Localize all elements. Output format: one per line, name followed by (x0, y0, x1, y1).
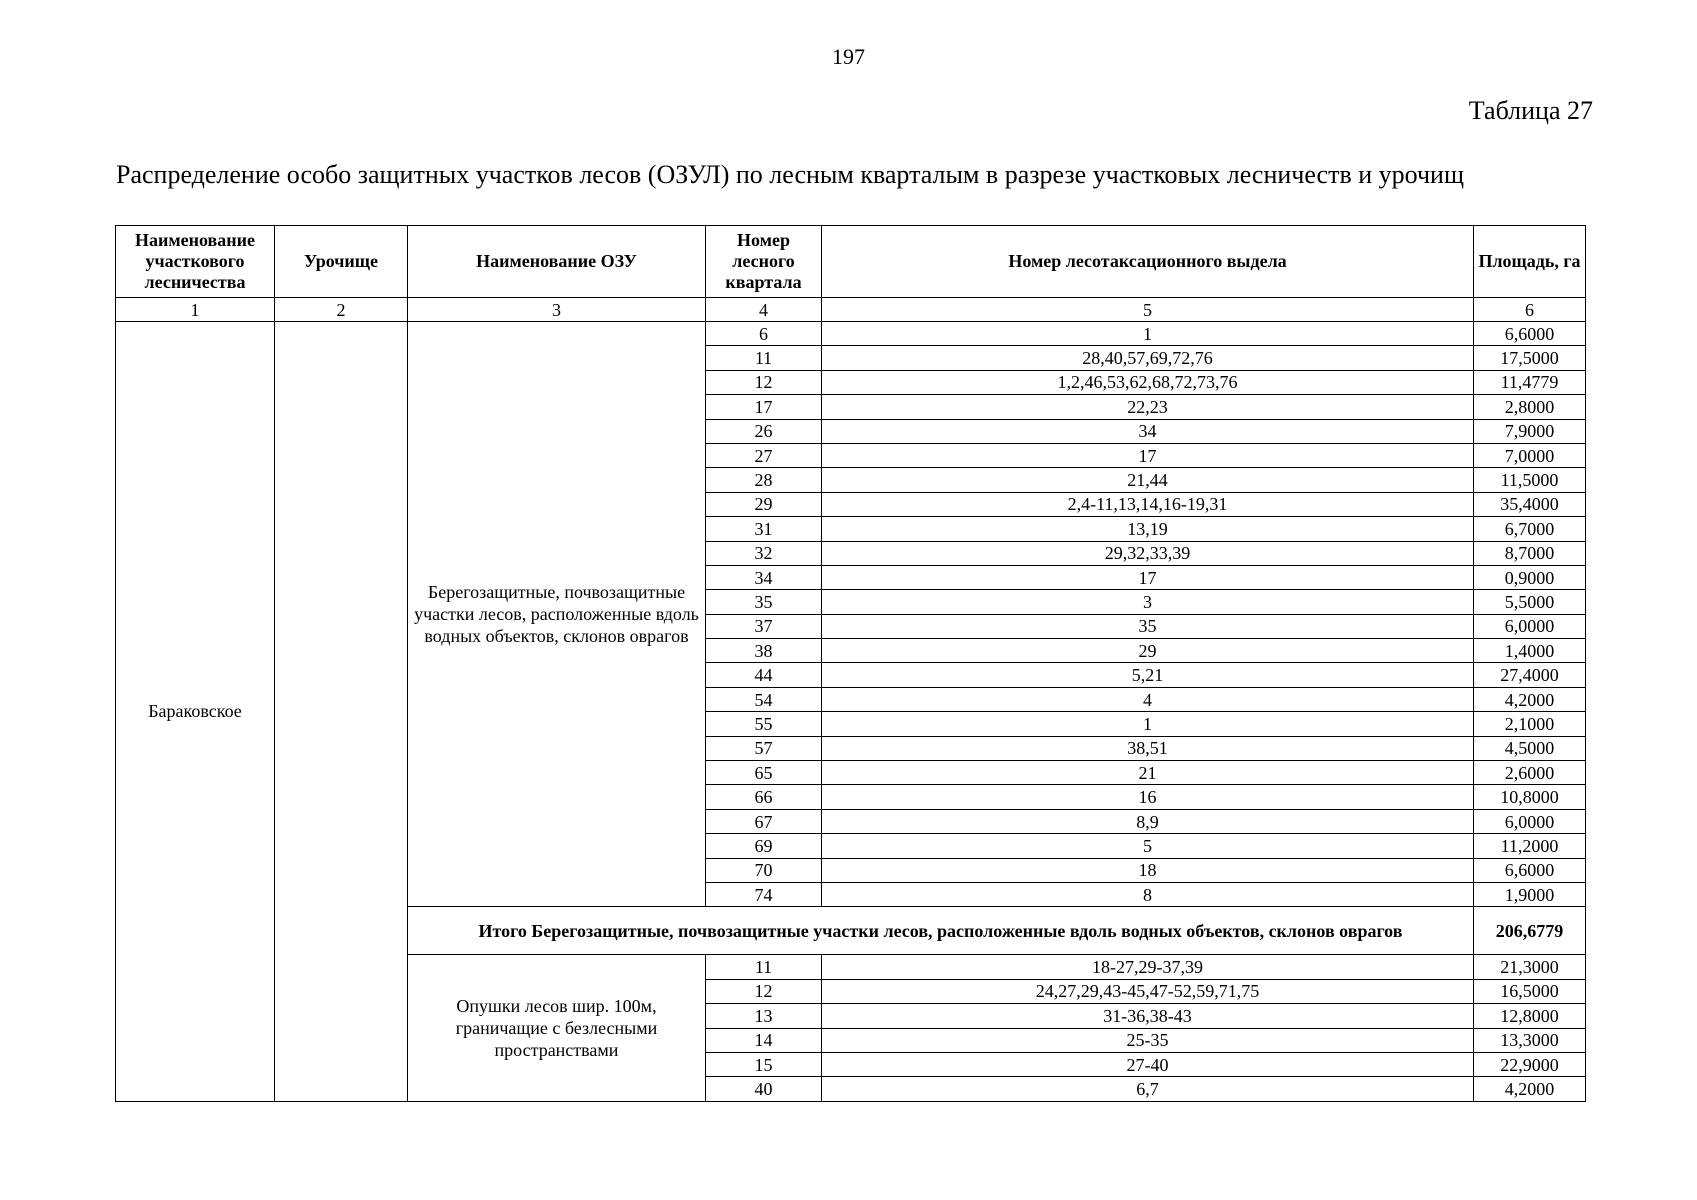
quarter-cell: 65 (706, 761, 822, 785)
area-cell: 11,4779 (1474, 370, 1586, 394)
quarter-cell: 34 (706, 565, 822, 589)
plots-cell: 13,19 (822, 517, 1474, 541)
header-forestry: Наименование участкового лесничества (116, 226, 275, 298)
quarter-cell: 55 (706, 712, 822, 736)
area-cell: 35,4000 (1474, 492, 1586, 516)
plots-cell: 18-27,29-37,39 (822, 955, 1474, 979)
plots-cell: 6,7 (822, 1077, 1474, 1101)
plots-cell: 1,2,46,53,62,68,72,73,76 (822, 370, 1474, 394)
area-cell: 22,9000 (1474, 1052, 1586, 1076)
header-ozu-name: Наименование ОЗУ (408, 226, 706, 298)
plots-cell: 28,40,57,69,72,76 (822, 346, 1474, 370)
quarter-cell: 54 (706, 687, 822, 711)
area-cell: 6,0000 (1474, 809, 1586, 833)
header-plot-numbers: Номер лесотаксационного выдела (822, 226, 1474, 298)
area-cell: 21,3000 (1474, 955, 1586, 979)
column-number: 3 (408, 298, 706, 322)
column-number: 1 (116, 298, 275, 322)
plots-cell: 1 (822, 322, 1474, 346)
quarter-cell: 15 (706, 1052, 822, 1076)
plots-cell: 29 (822, 639, 1474, 663)
plots-cell: 5 (822, 834, 1474, 858)
plots-cell: 3 (822, 590, 1474, 614)
tract-name-cell (275, 322, 408, 1102)
area-cell: 6,0000 (1474, 614, 1586, 638)
header-row (116, 226, 1586, 298)
plots-cell: 25-35 (822, 1028, 1474, 1052)
plots-cell: 16 (822, 785, 1474, 809)
ozu-distribution-table (115, 225, 1586, 1102)
plots-cell: 17 (822, 443, 1474, 467)
quarter-cell: 31 (706, 517, 822, 541)
area-cell: 6,7000 (1474, 517, 1586, 541)
area-cell: 6,6000 (1474, 858, 1586, 882)
forestry-name-cell: Бараковское (116, 322, 275, 1102)
header-tract: Урочище (275, 226, 408, 298)
area-cell: 1,9000 (1474, 882, 1586, 906)
quarter-cell: 27 (706, 443, 822, 467)
quarter-cell: 28 (706, 468, 822, 492)
ozu-name-cell: Опушки лесов шир. 100м, граничащие с безлесными пространствами (408, 955, 706, 1101)
quarter-cell: 11 (706, 346, 822, 370)
table-label: Таблица 27 (1468, 96, 1593, 125)
area-cell: 4,5000 (1474, 736, 1586, 760)
quarter-cell: 66 (706, 785, 822, 809)
quarter-cell: 12 (706, 370, 822, 394)
column-number: 4 (706, 298, 822, 322)
plots-cell: 27-40 (822, 1052, 1474, 1076)
quarter-cell: 38 (706, 639, 822, 663)
table-body (116, 322, 1586, 1102)
quarter-cell: 70 (706, 858, 822, 882)
plots-cell: 29,32,33,39 (822, 541, 1474, 565)
quarter-cell: 17 (706, 395, 822, 419)
column-number: 5 (822, 298, 1474, 322)
area-cell: 2,8000 (1474, 395, 1586, 419)
quarter-cell: 44 (706, 663, 822, 687)
quarter-cell: 11 (706, 955, 822, 979)
plots-cell: 17 (822, 565, 1474, 589)
area-cell: 0,9000 (1474, 565, 1586, 589)
area-cell: 5,5000 (1474, 590, 1586, 614)
column-number: 6 (1474, 298, 1586, 322)
area-cell: 8,7000 (1474, 541, 1586, 565)
quarter-cell: 26 (706, 419, 822, 443)
column-number: 2 (275, 298, 408, 322)
plots-cell: 2,4-11,13,14,16-19,31 (822, 492, 1474, 516)
area-cell: 6,6000 (1474, 322, 1586, 346)
quarter-cell: 40 (706, 1077, 822, 1101)
area-cell: 13,3000 (1474, 1028, 1586, 1052)
plots-cell: 8 (822, 882, 1474, 906)
plots-cell: 5,21 (822, 663, 1474, 687)
column-number-row (116, 298, 1586, 322)
area-cell: 2,1000 (1474, 712, 1586, 736)
area-cell: 1,4000 (1474, 639, 1586, 663)
plots-cell: 34 (822, 419, 1474, 443)
plots-cell: 35 (822, 614, 1474, 638)
area-cell: 2,6000 (1474, 761, 1586, 785)
header-area: Площадь, га (1474, 226, 1586, 298)
area-cell: 7,0000 (1474, 443, 1586, 467)
area-cell: 11,2000 (1474, 834, 1586, 858)
area-cell: 7,9000 (1474, 419, 1586, 443)
area-cell: 27,4000 (1474, 663, 1586, 687)
ozu-name-cell: Берегозащитные, почвозащитные участки лесов, расположенные вдоль водных объектов, склонов оврагов (408, 322, 706, 907)
area-cell: 10,8000 (1474, 785, 1586, 809)
quarter-cell: 35 (706, 590, 822, 614)
plots-cell: 4 (822, 687, 1474, 711)
quarter-cell: 14 (706, 1028, 822, 1052)
area-cell: 17,5000 (1474, 346, 1586, 370)
table-row (116, 322, 1586, 346)
plots-cell: 21 (822, 761, 1474, 785)
plots-cell: 22,23 (822, 395, 1474, 419)
plots-cell: 8,9 (822, 809, 1474, 833)
header-quarter: Номер лесного квартала (706, 226, 822, 298)
document-title: Распределение особо защитных участков лесов (ОЗУЛ) по лесным кварталым в разрезе участковых лесничеств и урочищ (116, 160, 1464, 189)
quarter-cell: 37 (706, 614, 822, 638)
quarter-cell: 69 (706, 834, 822, 858)
area-cell: 11,5000 (1474, 468, 1586, 492)
area-cell: 4,2000 (1474, 687, 1586, 711)
area-cell: 12,8000 (1474, 1004, 1586, 1028)
plots-cell: 18 (822, 858, 1474, 882)
subtotal-label: Итого Берегозащитные, почвозащитные участки лесов, расположенные вдоль водных объектов, склонов оврагов (408, 907, 1474, 955)
plots-cell: 38,51 (822, 736, 1474, 760)
quarter-cell: 6 (706, 322, 822, 346)
plots-cell: 21,44 (822, 468, 1474, 492)
quarter-cell: 57 (706, 736, 822, 760)
plots-cell: 24,27,29,43-45,47-52,59,71,75 (822, 979, 1474, 1003)
quarter-cell: 74 (706, 882, 822, 906)
quarter-cell: 67 (706, 809, 822, 833)
quarter-cell: 12 (706, 979, 822, 1003)
page-number: 197 (832, 44, 865, 69)
area-cell: 4,2000 (1474, 1077, 1586, 1101)
quarter-cell: 29 (706, 492, 822, 516)
quarter-cell: 32 (706, 541, 822, 565)
plots-cell: 31-36,38-43 (822, 1004, 1474, 1028)
quarter-cell: 13 (706, 1004, 822, 1028)
area-cell: 16,5000 (1474, 979, 1586, 1003)
subtotal-value: 206,6779 (1474, 907, 1586, 955)
plots-cell: 1 (822, 712, 1474, 736)
